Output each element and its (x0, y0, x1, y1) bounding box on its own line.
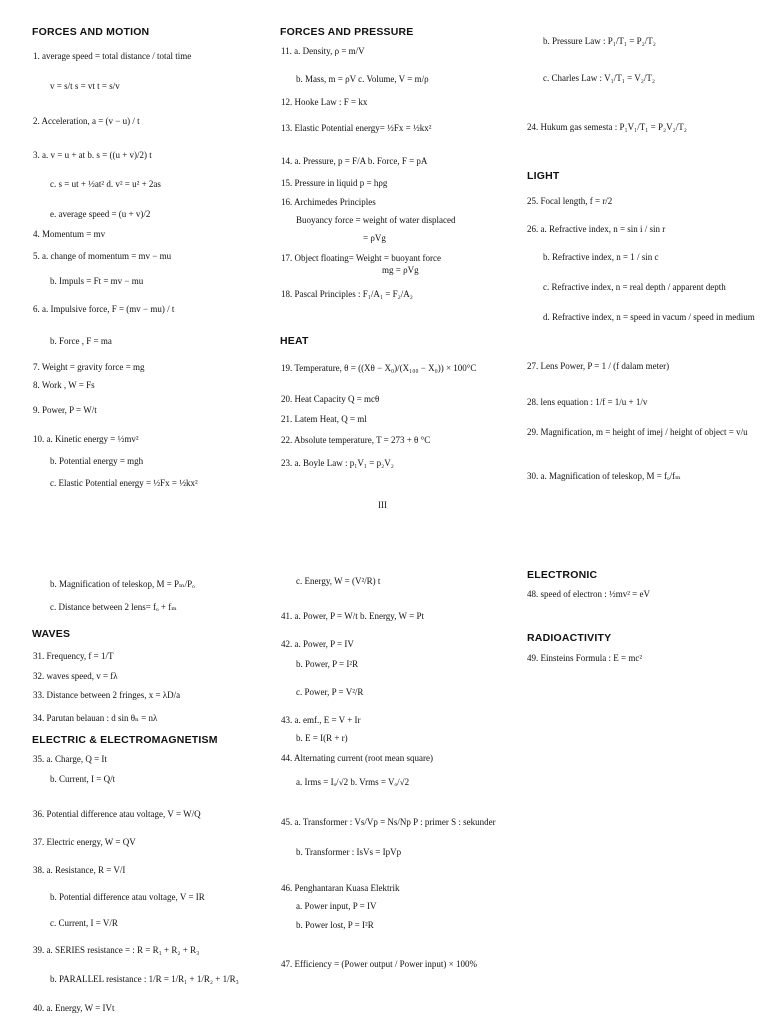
formula-line: 5. a. change of momentum = mv − mu (33, 251, 172, 261)
formula-line: 24. Hukum gas semesta : P₁V₁/T₁ = P₂V₂/T₂ (527, 122, 687, 132)
heading-forces-motion: FORCES AND MOTION (32, 26, 150, 38)
formula-line: b. Force , F = ma (50, 336, 112, 346)
formula-line: b. Magnification of teleskop, M = Pₘ/Pₒ (50, 579, 195, 589)
formula-line: 23. a. Boyle Law : p₁V₁ = p₂V₂ (281, 458, 394, 468)
formula-line: 45. a. Transformer : Vs/Vp = Ns/Np P : primer S : sekunder (281, 817, 496, 827)
formula-line: 30. a. Magnification of teleskop, M = fₒ/fₘ (527, 471, 681, 481)
formula-line: 19. Temperature, θ = ((Xθ − X₀)/(X₁₀₀ − X₀)) × 100°C (281, 363, 477, 373)
formula-line: b. Transformer : IsVs = IpVp (296, 847, 402, 857)
formula-line: c. Distance between 2 lens= fₒ + fₘ (50, 602, 177, 612)
heading-light: LIGHT (527, 170, 560, 182)
formula-line: b. Potential energy = mgh (50, 456, 144, 466)
formula-line: 1. average speed = total distance / total time (33, 51, 192, 61)
formula-line: 16. Archimedes Principles (281, 197, 376, 207)
formula-line: 6. a. Impulsive force, F = (mv − mu) / t (33, 304, 175, 314)
formula-line: 42. a. Power, P = IV (281, 639, 354, 649)
formula-line: c. Refractive index, n = real depth / apparent depth (543, 282, 726, 292)
formula-line: b. Power, P = I²R (296, 659, 359, 669)
formula-line: 32. waves speed, v = fλ (33, 671, 118, 681)
formula-line: b. Power lost, P = I²R (296, 920, 374, 930)
formula-line: 3. a. v = u + at b. s = ((u + v)/2) t (33, 150, 152, 160)
formula-line: c. Charles Law : V₁/T₁ = V₂/T₂ (543, 73, 656, 83)
formula-line: 7. Weight = gravity force = mg (33, 362, 145, 372)
formula-line: 18. Pascal Principles : F₁/A₁ = F₂/A₂ (281, 289, 413, 299)
formula-line: b. PARALLEL resistance : 1/R = 1/R₁ + 1/R₂ + 1/R₃ (50, 974, 239, 984)
formula-line: 41. a. Power, P = W/t b. Energy, W = Pt (281, 611, 424, 621)
heading-electric: ELECTRIC & ELECTROMAGNETISM (32, 734, 218, 746)
formula-line: 17. Object floating= Weight = buoyant force (281, 253, 441, 263)
formula-line: 15. Pressure in liquid p = hρg (281, 178, 388, 188)
formula-line: 2. Acceleration, a = (v − u) / t (33, 116, 140, 126)
formula-line: 11. a. Density, ρ = m/V (281, 46, 365, 56)
heading-electronic: ELECTRONIC (527, 569, 598, 581)
formula-line: c. Energy, W = (V²/R) t (296, 576, 381, 586)
heading-radioactivity: RADIOACTIVITY (527, 632, 612, 644)
formula-line: 36. Potential difference atau voltage, V = W/Q (33, 809, 201, 819)
formula-line: e. average speed = (u + v)/2 (50, 209, 151, 219)
formula-line: 46. Penghantaran Kuasa Elektrik (281, 883, 400, 893)
formula-line: b. Current, I = Q/t (50, 774, 116, 784)
formula-line: b. E = I(R + r) (296, 733, 348, 743)
formula-line: 31. Frequency, f = 1/T (33, 651, 114, 661)
formula-line: b. Potential difference atau voltage, V = IR (50, 892, 205, 902)
formula-line: 49. Einsteins Formula : E = mc² (527, 653, 643, 663)
page-marker: III (378, 500, 387, 510)
formula-line: 8. Work , W = Fs (33, 380, 95, 390)
formula-line: 27. Lens Power, P = 1 / (f dalam meter) (527, 361, 670, 371)
heading-heat: HEAT (280, 335, 309, 347)
formula-line: 14. a. Pressure, p = F/A b. Force, F = pA (281, 156, 428, 166)
formula-line: 4. Momentum = mv (33, 229, 106, 239)
formula-line: 35. a. Charge, Q = It (33, 754, 107, 764)
formula-line: v = s/t s = vt t = s/v (50, 81, 120, 91)
formula-line: 33. Distance between 2 fringes, x = λD/a (33, 690, 181, 700)
formula-line: 10. a. Kinetic energy = ½mv² (33, 434, 139, 444)
formula-line: b. Refractive index, n = 1 / sin c (543, 252, 659, 262)
formula-line: 12. Hooke Law : F = kx (281, 97, 368, 107)
formula-line: 40. a. Energy, W = IVt (33, 1003, 115, 1013)
formula-line: c. Elastic Potential energy = ½Fx = ½kx² (50, 478, 198, 488)
formula-line: a. Irms = Iₒ/√2 b. Vrms = Vₒ/√2 (296, 777, 410, 787)
formula-line: b. Mass, m = ρV c. Volume, V = m/ρ (296, 74, 429, 84)
formula-line: 34. Parutan belauan : d sin θₙ = nλ (33, 713, 158, 723)
formula-line: 43. a. emf., E = V + Ir (281, 715, 361, 725)
formula-line: 25. Focal length, f = r/2 (527, 196, 613, 206)
formula-line: c. Power, P = V²/R (296, 687, 364, 697)
formula-line: a. Power input, P = IV (296, 901, 377, 911)
formula-line: 28. lens equation : 1/f = 1/u + 1/v (527, 397, 648, 407)
formula-line: b. Pressure Law : P₁/T₁ = P₂/T₂ (543, 36, 656, 46)
formula-line: = ρVg (363, 233, 386, 243)
formula-line: 26. a. Refractive index, n = sin i / sin r (527, 224, 666, 234)
heading-forces-pressure: FORCES AND PRESSURE (280, 26, 414, 38)
formula-line: 44. Alternating current (root mean square) (281, 753, 433, 763)
formula-line: mg = ρVg (382, 265, 419, 275)
formula-line: 48. speed of electron : ½mv² = eV (527, 589, 650, 599)
formula-line: b. Impuls = Ft = mv − mu (50, 276, 144, 286)
formula-line: 22. Absolute temperature, T = 273 + θ °C (281, 435, 431, 445)
formula-line: 39. a. SERIES resistance = : R = R₁ + R₂ + R₃ (33, 945, 200, 955)
formula-line: Buoyancy force = weight of water displaced (296, 215, 456, 225)
formula-line: 37. Electric energy, W = QV (33, 837, 136, 847)
formula-line: d. Refractive index, n = speed in vacum / speed in medium (543, 312, 755, 322)
heading-waves: WAVES (32, 628, 71, 640)
formula-line: c. s = ut + ½at² d. v² = u² + 2as (50, 179, 161, 189)
formula-line: 38. a. Resistance, R = V/I (33, 865, 126, 875)
formula-line: c. Current, I = V/R (50, 918, 118, 928)
formula-line: 13. Elastic Potential energy= ½Fx = ½kx² (281, 123, 432, 133)
formula-line: 29. Magnification, m = height of imej / height of object = v/u (527, 427, 748, 437)
formula-line: 21. Latem Heat, Q = ml (281, 414, 367, 424)
formula-line: 9. Power, P = W/t (33, 405, 97, 415)
formula-line: 20. Heat Capacity Q = mcθ (281, 394, 380, 404)
formula-line: 47. Efficiency = (Power output / Power input) × 100% (281, 959, 477, 969)
